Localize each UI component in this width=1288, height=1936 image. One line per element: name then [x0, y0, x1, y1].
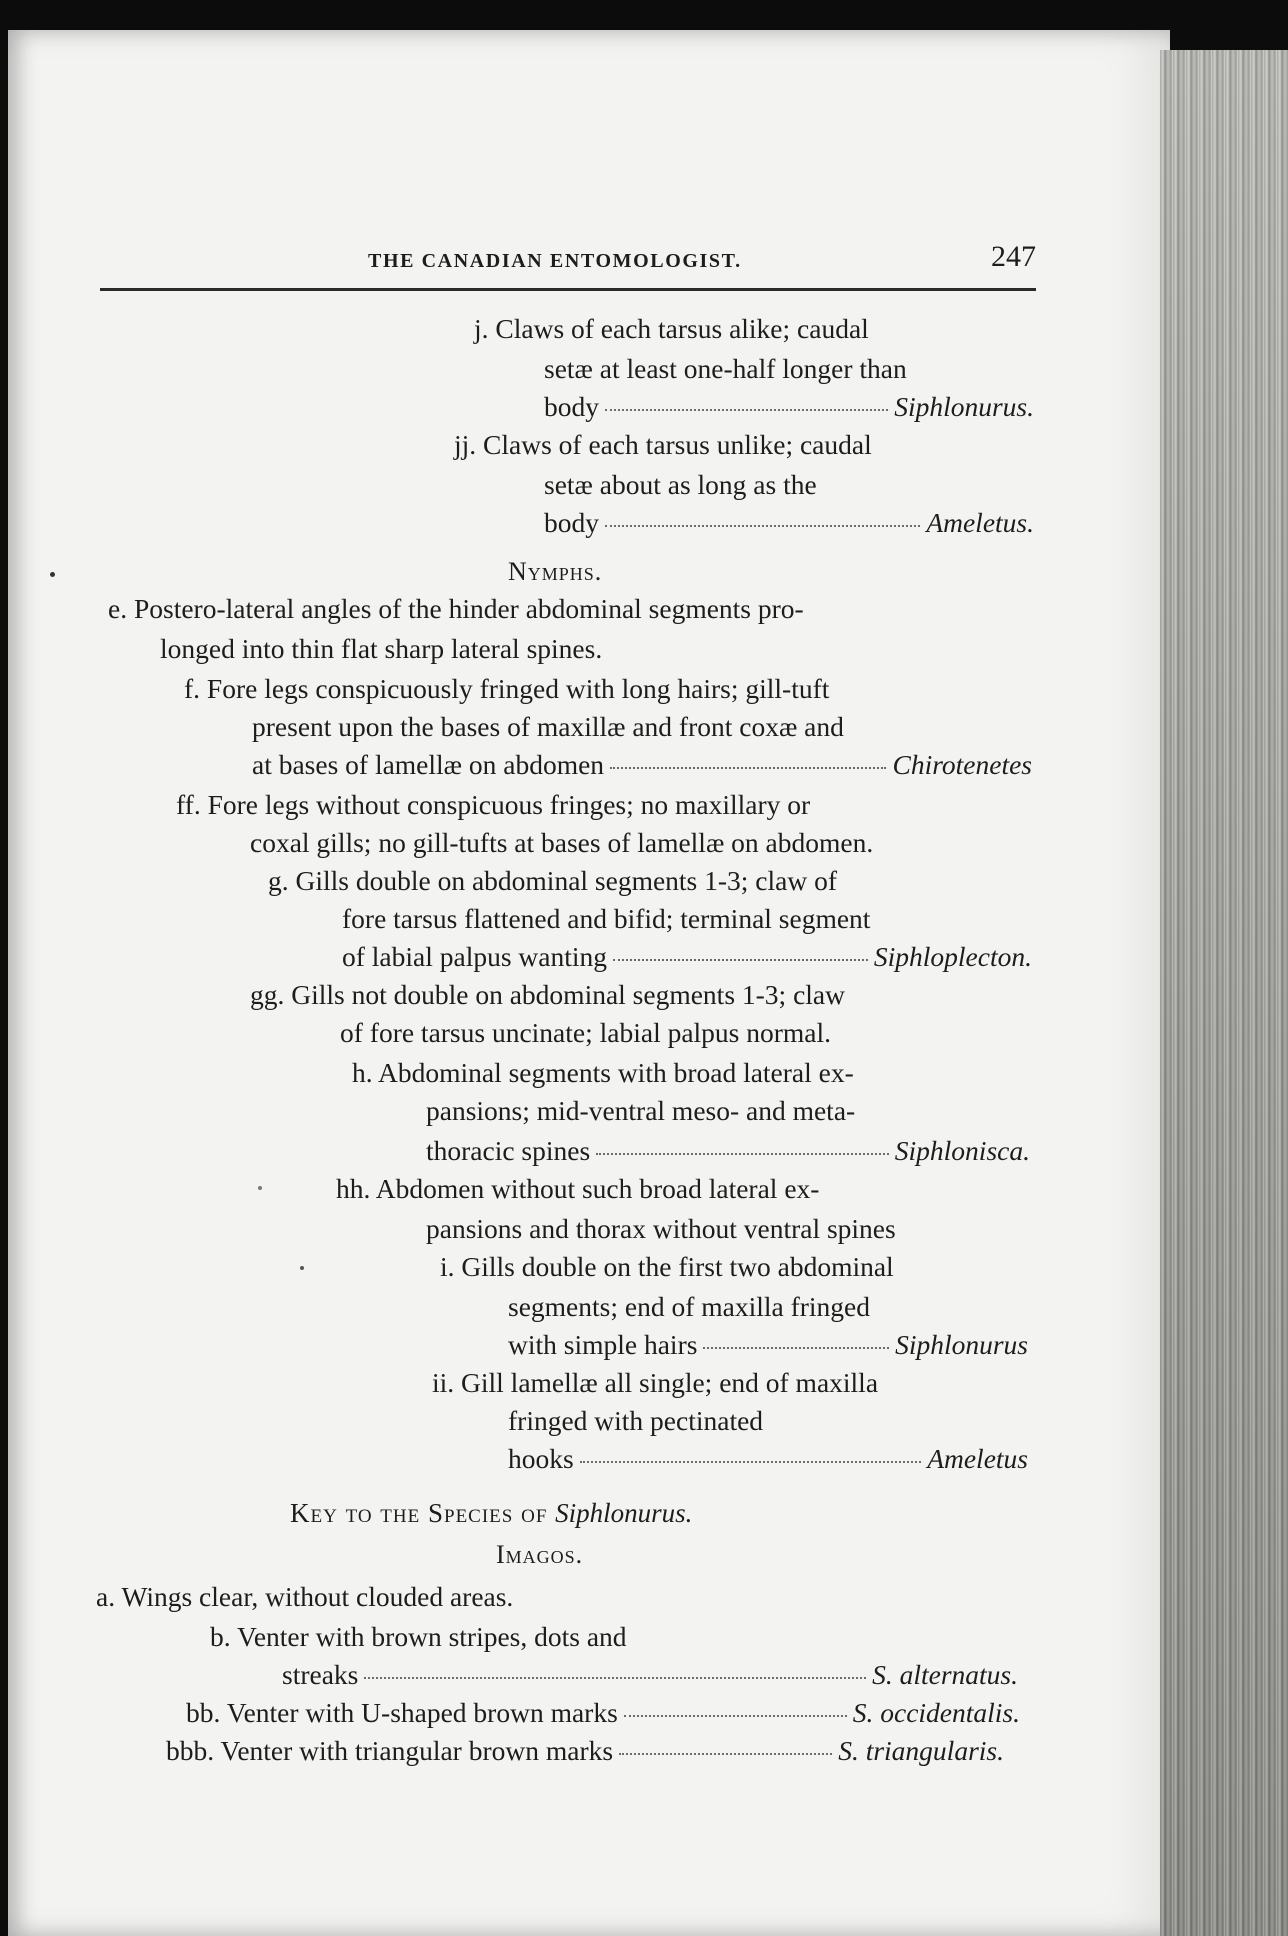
key-line: setæ about as long as the: [544, 469, 817, 500]
key-entry: with simple hairs Siphlonurus: [508, 1329, 1028, 1360]
leader-dots: [624, 1715, 847, 1717]
species-name: S. alternatus.: [872, 1659, 1018, 1690]
key-line: setæ at least one-half longer than: [544, 353, 907, 384]
key-entry: body Siphlonurus.: [544, 391, 1034, 422]
key-couplet-g: g. Gills double on abdominal segments 1-3; claw of: [268, 865, 838, 896]
key-entry: thoracic spines Siphlonisca.: [426, 1135, 1030, 1166]
key-couplet-h: h. Abdominal segments with broad lateral ex-: [352, 1057, 854, 1088]
key-entry: bbb. Venter with triangular brown marks S. triangularis.: [166, 1735, 1004, 1766]
leader-dots: [596, 1153, 889, 1155]
key-line: pansions and thorax without ventral spines: [426, 1213, 896, 1244]
key-entry: bb. Venter with U-shaped brown marks S. occidentalis.: [186, 1697, 1020, 1728]
leader-dots: [703, 1347, 889, 1349]
leader-dots: [619, 1753, 832, 1755]
key-line: of fore tarsus uncinate; labial palpus normal.: [340, 1017, 832, 1048]
dust-speck: [50, 572, 55, 577]
leader-dots: [364, 1677, 866, 1679]
genus-name: Chirotenetes: [892, 749, 1032, 780]
genus-name: Ameletus.: [926, 507, 1034, 538]
genus-name: Siphlonurus.: [894, 391, 1034, 422]
genus-name: Siphlonurus: [895, 1329, 1028, 1360]
key-line: segments; end of maxilla fringed: [508, 1291, 870, 1322]
key-entry: body Ameletus.: [544, 507, 1034, 538]
key-couplet-ff: ff. Fore legs without conspicuous fringes; no maxillary or: [176, 789, 811, 820]
key-entry: at bases of lamellæ on abdomen Chirotenetes: [252, 749, 1032, 780]
key-couplet-f: f. Fore legs conspicuously fringed with long hairs; gill-tuft: [184, 673, 830, 704]
leader-dots: [613, 959, 868, 961]
species-name: S. triangularis.: [838, 1735, 1004, 1766]
dust-speck: [300, 1266, 304, 1270]
section-heading-species-key: Key to the Species of Siphlonurus.: [290, 1498, 693, 1528]
key-couplet-jj: jj. Claws of each tarsus unlike; caudal: [454, 429, 872, 460]
key-couplet-hh: hh. Abdomen without such broad lateral ex-: [336, 1173, 820, 1204]
genus-name: Siphlonisca.: [894, 1135, 1030, 1166]
key-couplet-a: a. Wings clear, without clouded areas.: [96, 1581, 514, 1612]
section-heading-imagos: Imagos.: [496, 1540, 584, 1569]
page-number: 247: [991, 240, 1036, 273]
key-couplet-ii: ii. Gill lamellæ all single; end of maxilla: [432, 1367, 879, 1398]
key-couplet-b: b. Venter with brown stripes, dots and: [210, 1621, 627, 1652]
genus-name: Ameletus: [927, 1443, 1028, 1474]
key-line: present upon the bases of maxillæ and front coxæ and: [252, 711, 844, 742]
key-couplet-i: i. Gills double on the first two abdominal: [440, 1251, 894, 1282]
key-entry: hooks Ameletus: [508, 1443, 1028, 1474]
leader-dots: [605, 409, 888, 411]
genus-name: Siphlonurus.: [555, 1498, 693, 1528]
key-couplet-j: j. Claws of each tarsus alike; caudal: [474, 313, 869, 344]
header-rule: [100, 288, 1036, 291]
key-couplet-e: e. Postero-lateral angles of the hinder abdominal segments pro-: [108, 593, 804, 624]
key-line: longed into thin flat sharp lateral spines.: [160, 633, 603, 664]
key-line: coxal gills; no gill-tufts at bases of lamellæ on abdomen.: [250, 827, 874, 858]
section-heading-nymphs: Nymphs.: [508, 557, 603, 586]
key-line: fore tarsus flattened and bifid; terminal segment: [342, 903, 871, 934]
leader-dots: [605, 525, 920, 527]
key-entry: streaks S. alternatus.: [282, 1659, 1018, 1690]
running-title: THE CANADIAN ENTOMOLOGIST.: [368, 250, 742, 272]
key-couplet-gg: gg. Gills not double on abdominal segments 1-3; claw: [250, 979, 845, 1010]
leader-dots: [610, 767, 886, 769]
key-line: pansions; mid-ventral meso- and meta-: [426, 1095, 856, 1126]
genus-name: Siphloplecton.: [873, 941, 1032, 972]
key-line: fringed with pectinated: [508, 1405, 764, 1436]
key-entry: of labial palpus wanting Siphloplecton.: [342, 941, 1032, 972]
leader-dots: [580, 1461, 921, 1463]
dust-speck: [258, 1186, 262, 1190]
species-name: S. occidentalis.: [852, 1697, 1020, 1728]
